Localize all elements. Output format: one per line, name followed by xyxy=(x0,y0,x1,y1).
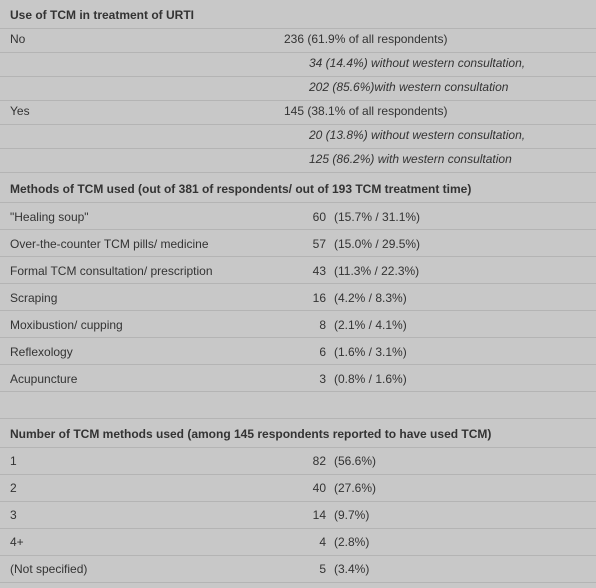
divider xyxy=(0,310,596,311)
yes-total: 145 (38.1% of all respondents) xyxy=(284,104,448,118)
method-pct: (15.0% / 29.5%) xyxy=(334,237,421,251)
method-label: "Healing soup" xyxy=(10,210,89,224)
number-count: 5 xyxy=(319,562,326,576)
method-count: 43 xyxy=(312,264,326,278)
divider xyxy=(0,283,596,284)
no-total: 236 (61.9% of all respondents) xyxy=(284,32,448,46)
method-pct: (11.3% / 22.3%) xyxy=(334,264,420,278)
yes-without-western: 20 (13.8%) without western consultation, xyxy=(309,128,526,142)
no-with-western: 202 (85.6%)with western consultation xyxy=(309,80,509,94)
method-label: Reflexology xyxy=(10,345,73,359)
divider xyxy=(0,100,596,101)
method-count: 3 xyxy=(319,372,326,386)
method-label: Scraping xyxy=(10,291,58,305)
method-count: 16 xyxy=(312,291,326,305)
number-count: 14 xyxy=(312,508,326,522)
divider xyxy=(0,52,596,53)
number-pct: (3.4%) xyxy=(334,562,370,576)
divider xyxy=(0,202,596,203)
divider xyxy=(0,256,596,257)
method-pct: (4.2% / 8.3%) xyxy=(334,291,407,305)
divider xyxy=(0,447,596,448)
method-label: Moxibustion/ cupping xyxy=(10,318,123,332)
method-label: Formal TCM consultation/ prescription xyxy=(10,264,213,278)
divider xyxy=(0,364,596,365)
row-label-no: No xyxy=(10,32,26,46)
yes-with-western: 125 (86.2%) with western consultation xyxy=(309,152,512,166)
method-pct: (2.1% / 4.1%) xyxy=(334,318,407,332)
method-count: 6 xyxy=(319,345,326,359)
section-title-number-of-methods: Number of TCM methods used (among 145 respondents reported to have used TCM) xyxy=(10,427,492,441)
method-label: Over-the-counter TCM pills/ medicine xyxy=(10,237,209,251)
divider xyxy=(0,148,596,149)
divider xyxy=(0,474,596,475)
number-label: 3 xyxy=(10,508,17,522)
method-count: 60 xyxy=(312,210,326,224)
number-count: 4 xyxy=(319,535,326,549)
divider xyxy=(0,28,596,29)
number-count: 82 xyxy=(312,454,326,468)
divider xyxy=(0,337,596,338)
method-count: 57 xyxy=(312,237,326,251)
row-label-yes: Yes xyxy=(10,104,30,118)
divider xyxy=(0,528,596,529)
number-label: 2 xyxy=(10,481,17,495)
number-label: (Not specified) xyxy=(10,562,88,576)
method-pct: (15.7% / 31.1%) xyxy=(334,210,421,224)
number-pct: (2.8%) xyxy=(334,535,370,549)
divider xyxy=(0,229,596,230)
number-pct: (9.7%) xyxy=(334,508,370,522)
section-title-use-of-tcm: Use of TCM in treatment of URTI xyxy=(10,8,195,22)
number-count: 40 xyxy=(312,481,326,495)
divider xyxy=(0,124,596,125)
divider xyxy=(0,76,596,77)
divider xyxy=(0,418,596,419)
section-title-methods: Methods of TCM used (out of 381 of respondents/ out of 193 TCM treatment time) xyxy=(10,182,472,196)
no-without-western: 34 (14.4%) without western consultation, xyxy=(309,56,526,70)
divider xyxy=(0,501,596,502)
method-pct: (0.8% / 1.6%) xyxy=(334,372,407,386)
method-label: Acupuncture xyxy=(10,372,78,386)
number-label: 1 xyxy=(10,454,17,468)
divider xyxy=(0,391,596,392)
divider xyxy=(0,555,596,556)
method-pct: (1.6% / 3.1%) xyxy=(334,345,407,359)
number-pct: (27.6%) xyxy=(334,481,377,495)
number-label: 4+ xyxy=(10,535,24,549)
number-pct: (56.6%) xyxy=(334,454,377,468)
divider xyxy=(0,172,596,173)
method-count: 8 xyxy=(319,318,326,332)
divider xyxy=(0,582,596,583)
